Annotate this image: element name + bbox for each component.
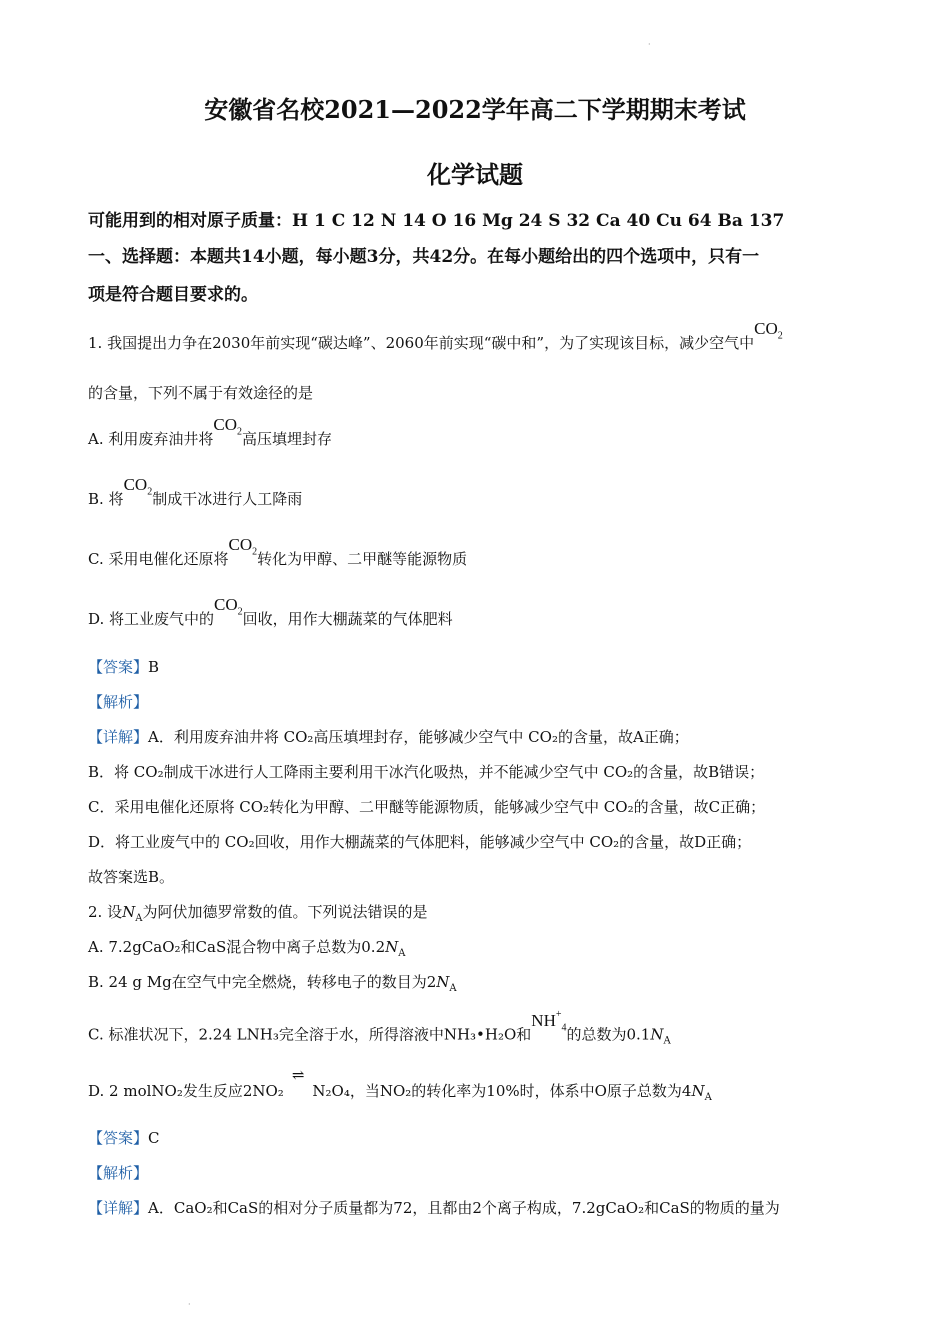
q2-option-c: C. 标准状况下，2.24 LNH₃完全溶于水，所得溶液中NH₃•H₂O和$NH^+_4$的总数为$0.1N_A$ xyxy=(88,1009,671,1047)
q1-answer xyxy=(88,656,159,678)
nh4-formula: $NH^+_4$ xyxy=(531,1009,567,1034)
q2-analysis-tag: 【解析】 xyxy=(88,1164,149,1182)
co2-formula: $CO_2$ xyxy=(754,319,783,342)
page-title: 安徽省名校2021—2022学年高二下学期期末考试 xyxy=(204,95,746,124)
q2-stem: 2. 设$N_A$为阿伏加德罗常数的值。下列说法错误的是 xyxy=(88,903,428,924)
q1-option-d: D. 将工业废气中的$CO_2$回收，用作大棚蔬菜的气体肥料 xyxy=(88,595,453,628)
answer-value: C xyxy=(148,1129,160,1147)
q1-option-a: A. 利用废弃油井将$CO_2$高压填埋封存 xyxy=(88,415,333,448)
q1-stem-text: 1. 我国提出力争在2030年前实现“碳达峰”、2060年前实现“碳中和”，为了实现该目标，减少空气中 xyxy=(88,334,755,352)
q1-analysis-tag: 【解析】 xyxy=(88,693,149,711)
q1-option-b: B. 将$CO_2$制成干冰进行人工降雨 xyxy=(88,475,303,508)
page-subtitle: 化学试题 xyxy=(427,160,523,189)
co2-formula: $CO_2$ xyxy=(228,535,258,558)
q2-answer xyxy=(88,1127,160,1149)
co2-formula: $CO_2$ xyxy=(214,595,243,618)
q2-option-a: A. 7.2gCaO₂和CaS混合物中离子总数为$0.2N_A$ xyxy=(88,938,406,959)
answer-value: B xyxy=(148,658,160,676)
detail-tag: 【详解】 xyxy=(88,1199,149,1217)
co2-formula: $CO_2$ xyxy=(213,415,242,438)
q1-option-c: C. 采用电催化还原将$CO_2$转化为甲醇、二甲醚等能源物质 xyxy=(88,535,468,568)
q1-detail-2: B．将 CO₂制成干冰进行人工降雨主要利用干冰汽化吸热，并不能减少空气中 CO₂的含量，故B错误； xyxy=(88,763,765,781)
q1-detail-5: 故答案选B。 xyxy=(88,868,175,886)
q2-option-b: B. 24 g Mg在空气中完全燃烧，转移电子的数目为$2N_A$ xyxy=(88,973,457,994)
co2-formula: $CO_2$ xyxy=(123,475,153,498)
scan-dot: · xyxy=(648,40,651,49)
q2-option-d: D. 2 molNO₂发生反应2NO₂⇌N₂O₄，当NO₂的转化率为10%时，体系中O原子总数为$4N_A$ xyxy=(88,1066,712,1103)
q1-detail-4: D．将工业废气中的 CO₂回收，用作大棚蔬菜的气体肥料，能够减少空气中 CO₂的含量，故D正确； xyxy=(88,833,752,851)
q1-detail-3: C．采用电催化还原将 CO₂转化为甲醇、二甲醚等能源物质，能够减少空气中 CO₂的含量，故C正确； xyxy=(88,798,766,816)
section-heading-line1: 一、选择题：本题共14小题，每小题3分，共42分。在每小题给出的四个选项中，只有一 xyxy=(88,247,760,267)
answer-tag: 【答案】 xyxy=(88,1129,149,1147)
section-heading-line2: 项是符合题目要求的。 xyxy=(88,285,258,305)
q1-stem-line1 xyxy=(88,319,783,361)
answer-tag: 【答案】 xyxy=(88,658,149,676)
detail-tag: 【详解】 xyxy=(88,728,149,746)
atomic-mass-line: 可能用到的相对原子质量：H 1 C 12 N 14 O 16 Mg 24 S 32 Ca 40 Cu 64 Ba 137 xyxy=(88,211,785,231)
scan-dot: · xyxy=(188,1300,191,1309)
q2-detail-1: 【详解】A．CaO₂和CaS的相对分子质量都为72，且都由2个离子构成，7.2gCaO₂和CaS的物质的量为 xyxy=(88,1199,780,1217)
q1-detail-1: 【详解】A．利用废弃油井将 CO₂高压填埋封存，能够减少空气中 CO₂的含量，故A正确； xyxy=(88,728,689,746)
equilibrium-arrow-icon: ⇌ xyxy=(291,1066,305,1084)
q1-stem-line2: 的含量，下列不属于有效途径的是 xyxy=(88,384,314,402)
